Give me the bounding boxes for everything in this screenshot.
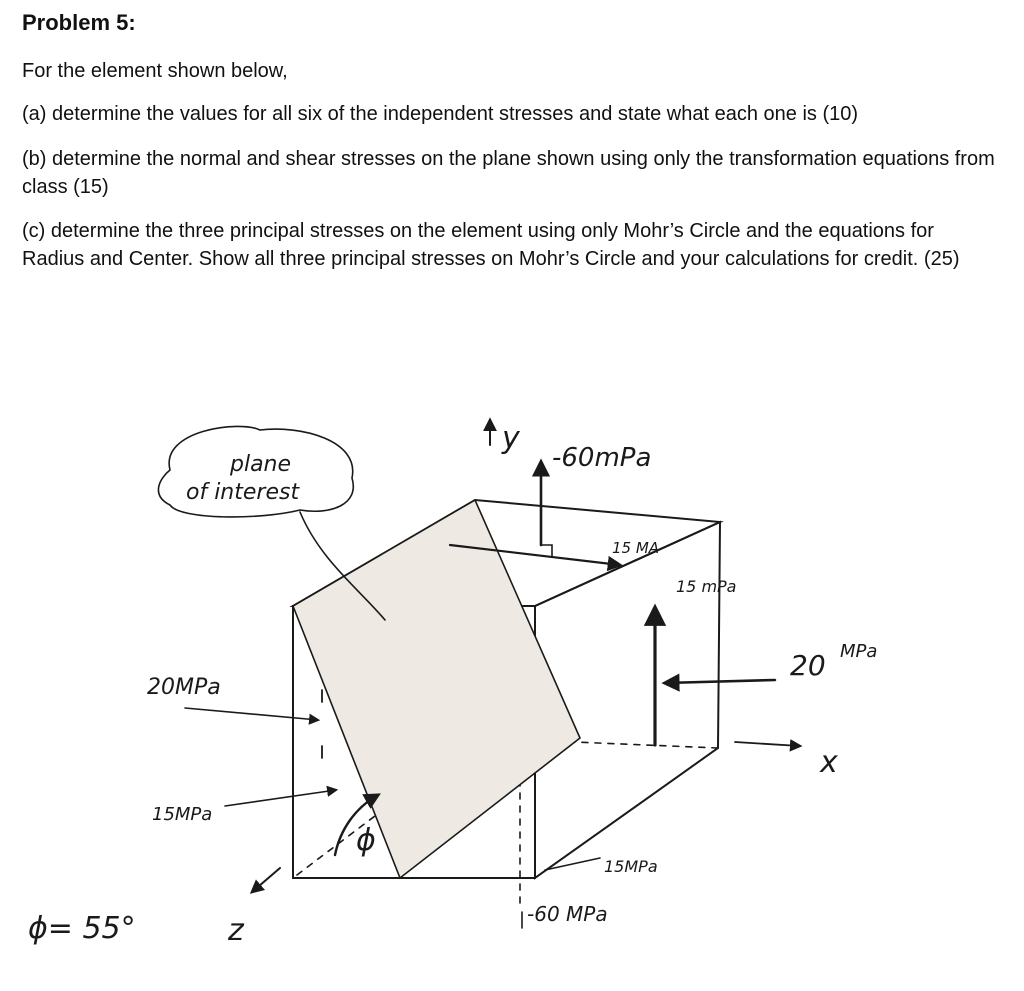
plane-label-line2: of interest (186, 480, 300, 505)
part-c-text: (c) determine the three principal stresses on the element using only Mohr’s Circle and the equations for Radius and Center. Show all three principal stresses on Mohr’s Circle and your calculations for credit. (25) (22, 220, 960, 270)
angle-symbol: ϕ (356, 823, 376, 858)
problem-intro: For the element shown below, (22, 60, 288, 82)
z-axis-label: z (228, 913, 244, 948)
right-normal-unit: MPa (840, 641, 878, 662)
left-normal-leader (185, 708, 318, 720)
y-axis-label: y (502, 421, 520, 456)
x-axis-arrow (735, 742, 800, 746)
part-a-text: (a) determine the values for all six of the independent stresses and state what each one is (10) (22, 103, 859, 125)
x-axis-label: x (820, 745, 838, 780)
left-shear-label: 15MPa (152, 804, 213, 825)
top-normal-label: -60mPa (552, 443, 652, 473)
z-axis-arrow (252, 868, 280, 892)
left-normal-label: 20MPa (147, 675, 221, 700)
bottom-normal-label: -60 MPa (527, 902, 608, 926)
right-shear-label: 15 mPa (676, 577, 737, 596)
plane-label-line1: plane (230, 452, 292, 477)
plane-of-interest (293, 500, 580, 878)
right-normal-arrow (665, 680, 775, 683)
problem-title: Problem 5: (22, 10, 136, 35)
left-shear-leader (225, 790, 336, 806)
part-b-text: (b) determine the normal and shear stresses on the plane shown using only the transformation equations from class (15) (22, 148, 995, 198)
right-normal-value: 20 (790, 649, 826, 682)
bottom-shear-label: 15MPa (604, 857, 658, 876)
top-shear-label: 15 MA (612, 539, 660, 557)
phi-value-label: ϕ= 55° (28, 911, 136, 946)
